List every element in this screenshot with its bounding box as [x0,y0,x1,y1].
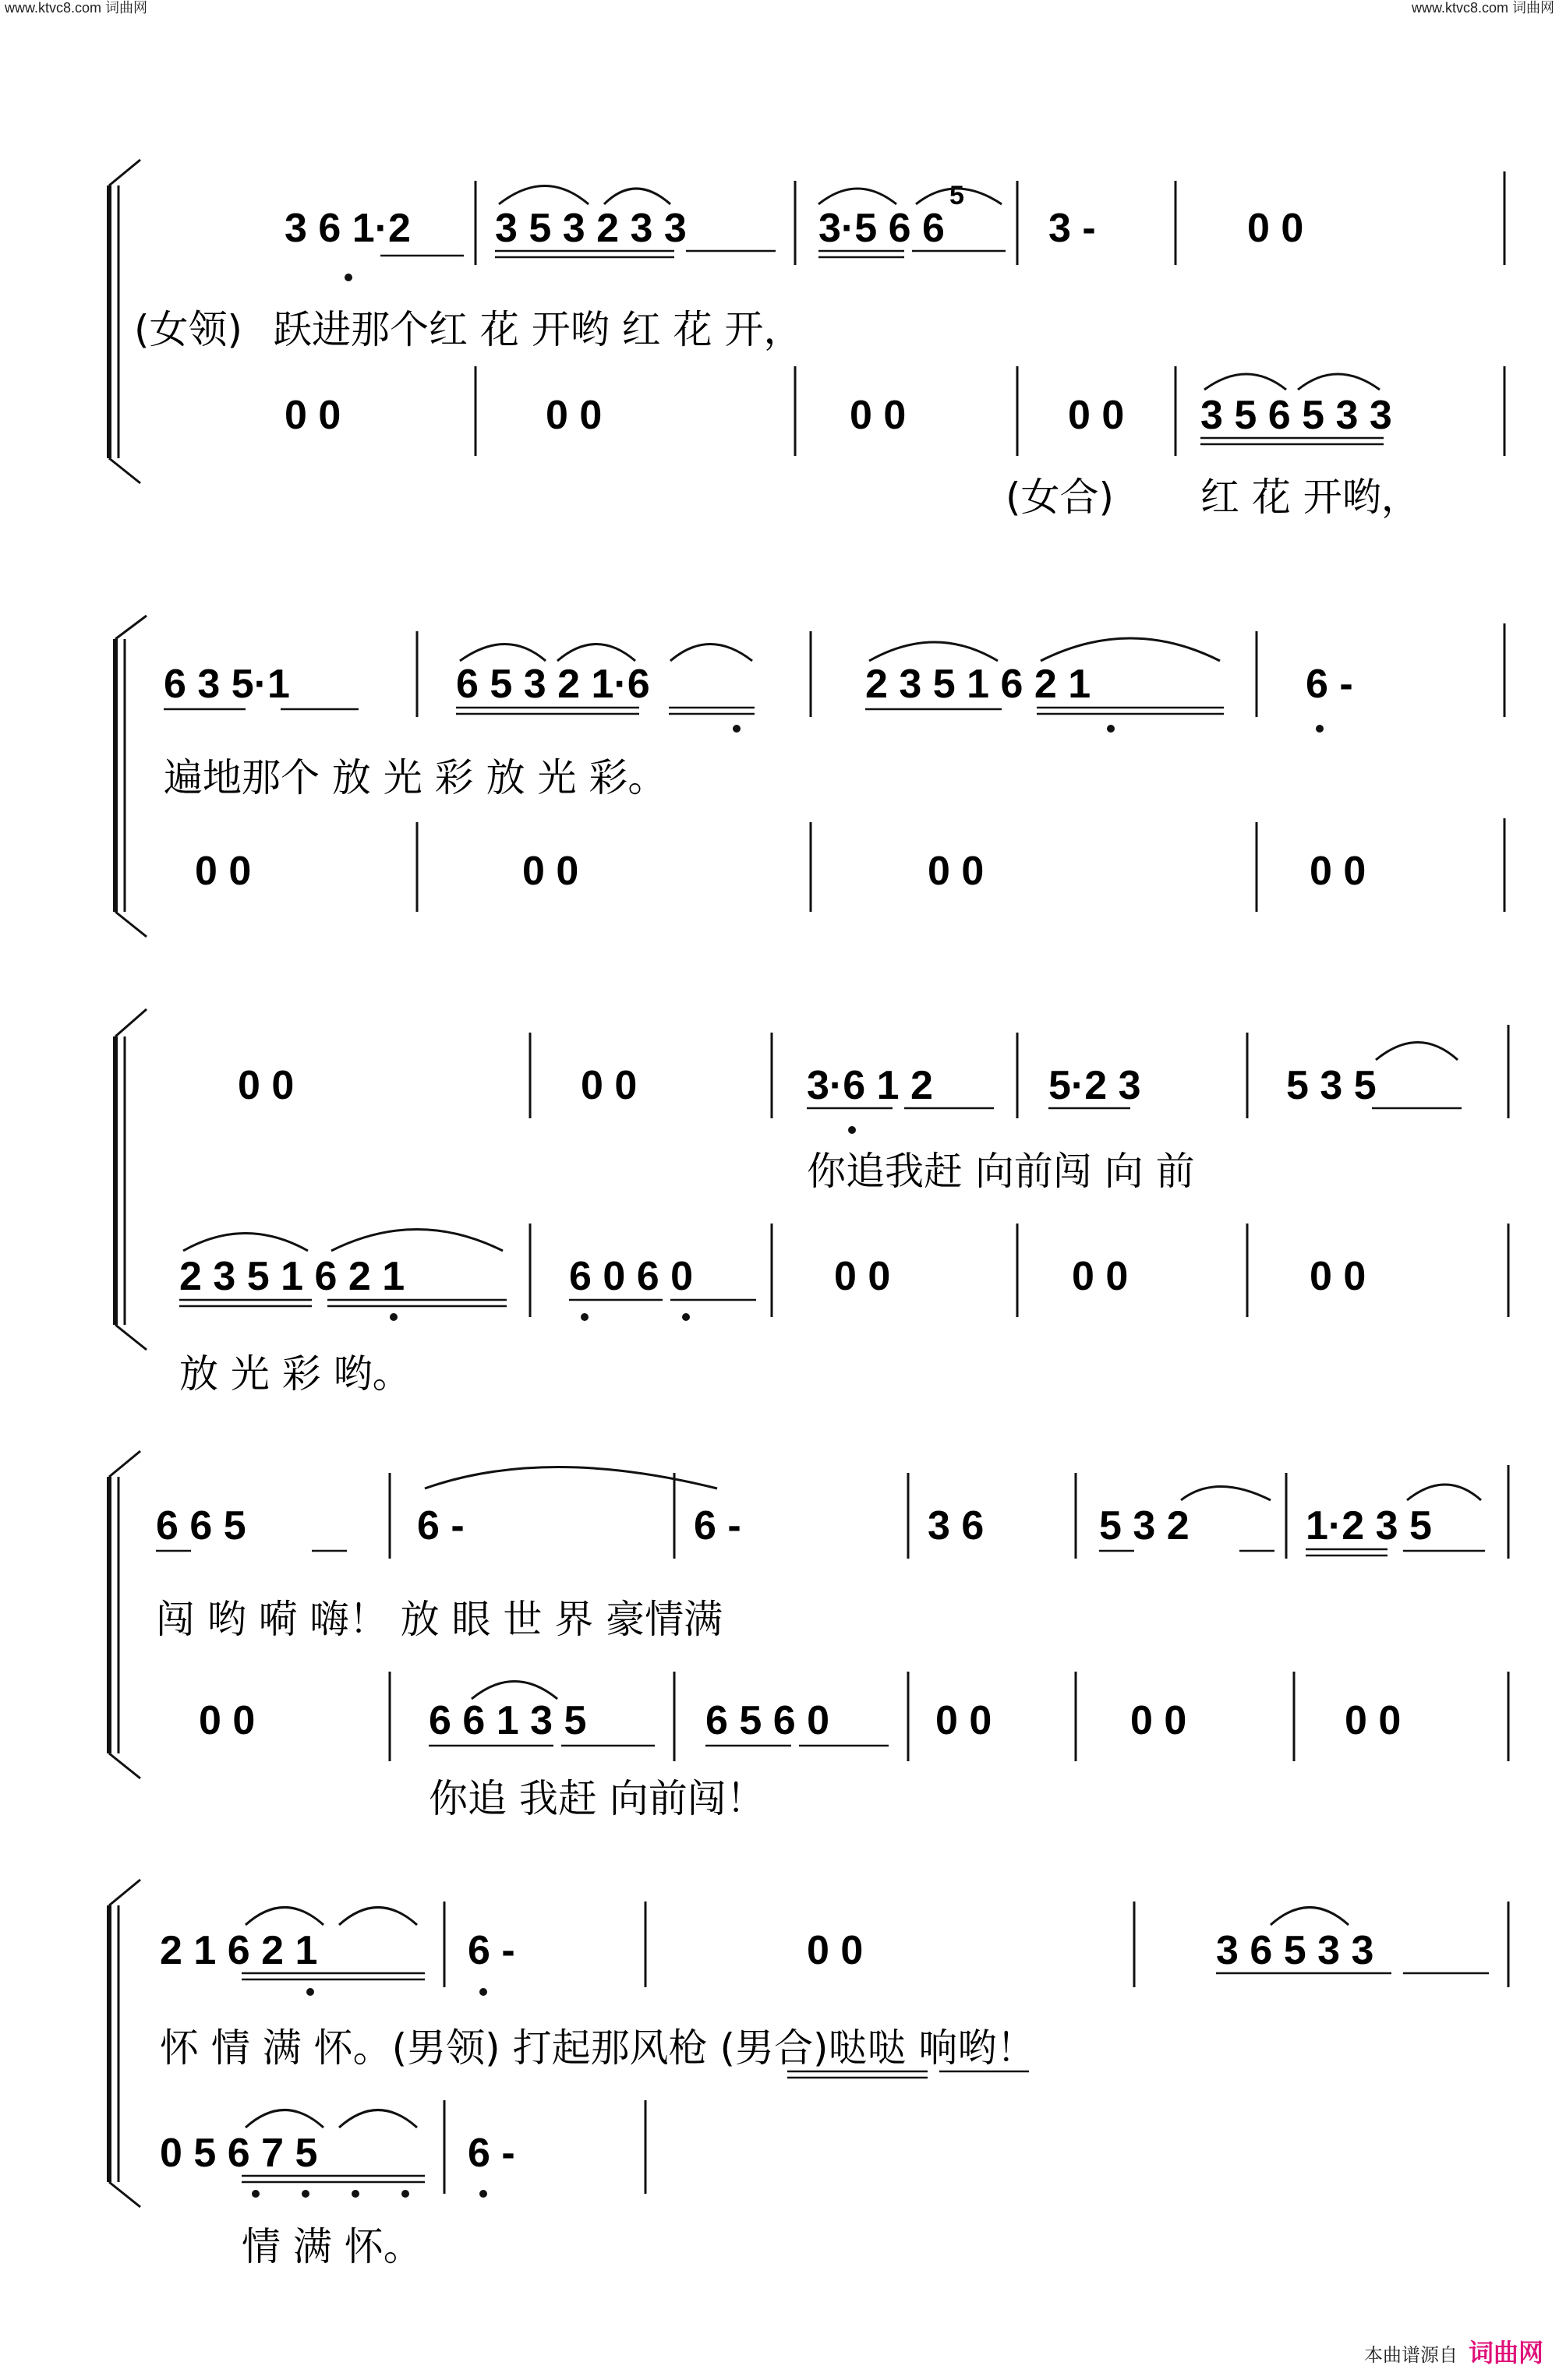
measure-4-notes: 3 6 [928,1503,985,1548]
part-1-lyrics: 遍地那个 放 光 彩 放 光 彩。 [164,755,667,800]
system-1 [109,160,1504,520]
part-1-lyrics: 你追我赶 向前闯 向 前 [807,1149,1195,1194]
part-2-lyrics: 你追 我赶 向前闯！ [429,1776,765,1821]
part-2-measure-1: 0 0 [199,1698,256,1743]
part-2-measure-3: 6 5 6 0 [705,1698,830,1743]
part-1-label: (女领) [134,307,243,352]
system-2 [115,616,1504,937]
measure-3-notes: 3·5 6 6 [818,206,945,251]
system-bracket [109,1880,140,2207]
part-2-measure-2: 0 0 [522,849,579,894]
system-bracket [109,1451,140,1778]
measure-1-notes: 0 0 [238,1063,295,1108]
part-2-measure-5: 3 5 6 5 3 3 [1200,393,1392,438]
part-2-measure-2: 6 0 6 0 [569,1254,694,1299]
part-2-measure-4: 0 0 [1310,849,1366,894]
part-2-lyrics: 红 花 开哟， [1200,475,1420,520]
measure-5-notes: 5 3 5 [1286,1063,1377,1108]
measure-3-notes: 0 0 [807,1928,864,1973]
part-2-measure-1: 0 0 [195,849,252,894]
measure-2-notes: 0 0 [581,1063,638,1108]
measure-1-notes: 6 6 5 [156,1503,246,1548]
measure-2-notes: 3 5 3 2 3 3 [495,206,687,251]
header-left-site: www.ktvc8.com 词曲网 [5,0,148,16]
measure-4-notes: 3 - [1048,206,1096,251]
measure-5-notes: 5 3 2 [1099,1503,1190,1548]
measure-4-notes: 3 6 5 3 3 [1216,1928,1374,1973]
part-2-measure-4: 0 0 [1072,1254,1129,1299]
measure-6-notes: 1·2 3 5 [1306,1503,1432,1548]
part-2-lyrics: 情 满 怀。 [242,2224,422,2269]
system-4 [109,1451,1508,1821]
part-2-measure-1: 0 0 [285,393,341,438]
measure-3-notes: 6 - [694,1503,741,1548]
system-3 [115,1009,1508,1397]
part-2-measure-4: 0 0 [935,1698,992,1743]
part-2-measure-2: 6 - [468,2131,515,2176]
measure-1-notes: 6 3 5·1 [164,662,290,707]
part-2-measure-5: 0 0 [1310,1254,1366,1299]
footer-source-text: 本曲谱源自 [1363,2344,1458,2366]
header-right-site: www.ktvc8.com 词曲网 [1411,0,1554,16]
measure-2-notes: 6 5 3 2 1·6 [456,662,650,707]
measure-1-notes: 3 6 1·2 [285,206,411,251]
part-2-measure-5: 0 0 [1130,1698,1187,1743]
measure-4-notes: 5·2 3 [1048,1063,1141,1108]
measure-5-notes: 0 0 [1247,206,1304,251]
measure-2-notes: 6 - [417,1503,465,1548]
part-2-measure-3: 0 0 [834,1254,891,1299]
part-1-lyrics: 怀 情 满 怀。(男领) 打起那风枪 (男合)哒哒 响哟！ [160,2025,1036,2071]
measure-1-notes: 2 1 6 2 1 [160,1928,318,1973]
system-5 [109,1880,1508,2269]
part-2-measure-3: 0 0 [928,849,985,894]
part-2-measure-3: 0 0 [850,393,907,438]
system-bracket [115,616,147,937]
part-2-label: (女合) [1006,475,1115,520]
grace-note: 5 [949,181,964,210]
footer-logo[interactable]: 词曲网 [1468,2338,1543,2368]
part-1-lyrics: 跃进那个红 花 开哟 红 花 开， [273,307,803,352]
measure-3-notes: 3·6 1 2 [807,1063,933,1108]
measure-3-notes: 2 3 5 1 6 2 1 [865,662,1091,707]
part-2-measure-2: 6 6 1 3 5 [429,1698,587,1743]
part-2-measure-1: 2 3 5 1 6 2 1 [179,1254,405,1299]
part-2-measure-2: 0 0 [546,393,603,438]
part-2-measure-4: 0 0 [1068,393,1125,438]
part-2-measure-1: 0 5 6 7 5 [160,2131,318,2176]
system-bracket [115,1009,147,1350]
measure-2-notes: 6 - [468,1928,515,1973]
part-2-lyrics: 放 光 彩 哟。 [179,1351,412,1397]
measure-4-notes: 6 - [1306,662,1353,707]
footer [1364,2333,1543,2369]
part-2-measure-6: 0 0 [1345,1698,1402,1743]
part-1-lyrics: 闯 哟 嗬 嗨！ 放 眼 世 界 豪情满 [156,1597,723,1642]
